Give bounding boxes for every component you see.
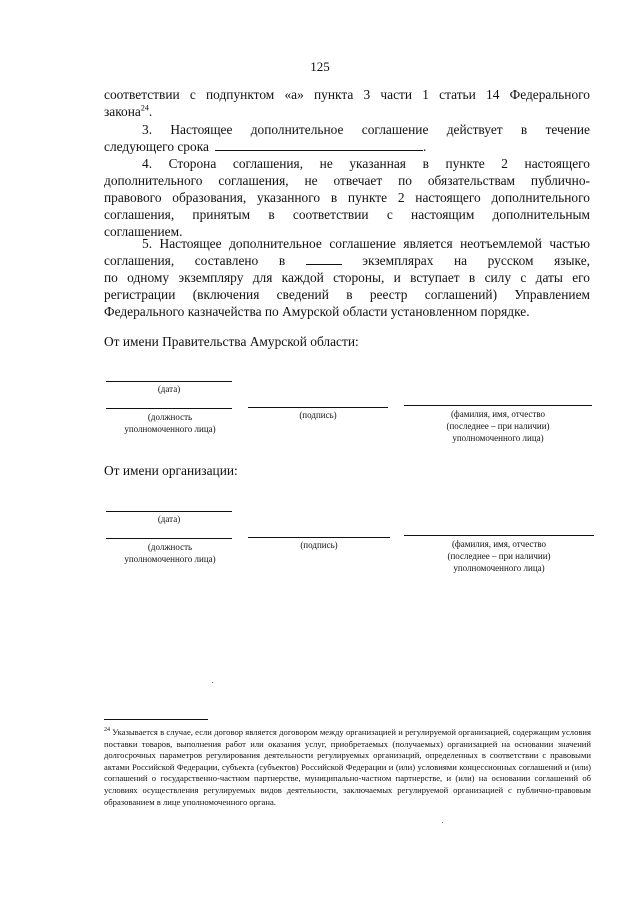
text-line: 3. Настоящее дополнительное соглашение действует в течение — [142, 122, 590, 137]
text-line: соглашением. — [104, 224, 183, 240]
text-line: регистрации (включения сведений в реестр соглашений) Управлением — [104, 287, 590, 303]
footnote-reference: 24 — [140, 103, 149, 113]
signature-line[interactable] — [248, 537, 390, 538]
paragraph-4 — [104, 155, 590, 240]
paragraph-5 — [104, 235, 590, 320]
footnote-mark: 24 — [104, 727, 110, 734]
text-line: по одному экземпляру для каждой стороны, и вступает в силу с даты его — [104, 270, 590, 286]
term-blank-line[interactable] — [215, 139, 423, 151]
text-fragment: следующего срока — [104, 139, 209, 155]
scan-speck — [212, 682, 213, 683]
text-line — [104, 138, 590, 155]
footnote — [104, 727, 591, 808]
copies-blank-line[interactable] — [306, 253, 342, 265]
signature-heading: От имени Правительства Амурской области: — [104, 334, 359, 349]
text-line: 5. Настоящее дополнительное соглашение является неотъемлемой частью — [142, 236, 590, 251]
signature-line[interactable] — [248, 407, 388, 408]
full-name-label: (фамилия, имя, отчество (последнее – при наличии) уполномоченного лица) — [446, 409, 550, 443]
text-line — [104, 103, 590, 120]
text-fragment: закона — [104, 104, 141, 120]
signature-label: (подпись) — [300, 540, 338, 550]
position-label: (должность уполномоченного лица) — [124, 542, 216, 564]
text-line: соглашения, принятым в соответствии с настоящим дополнительным — [104, 207, 590, 223]
date-label: (дата) — [157, 384, 181, 394]
text-line: правового образования, указанного в пункте 2 настоящего дополнительного — [104, 190, 590, 206]
text-line: дополнительного соглашения, не отвечает по обязательствам публично- — [104, 173, 590, 189]
text-fragment: соглашения, составлено в — [104, 253, 286, 269]
text-line — [104, 252, 590, 269]
text-fragment: . — [422, 139, 427, 155]
text-line: соответствии с подпунктом «а» пункта 3 части 1 статьи 14 Федерального — [104, 87, 590, 102]
footnote-separator — [104, 719, 208, 720]
text-line: 4. Сторона соглашения, не указанная в пункте 2 настоящего — [142, 156, 590, 171]
text-line: Федерального казначейства по Амурской области установленном порядке. — [104, 304, 530, 320]
paragraph-3 — [104, 121, 590, 155]
text-fragment: . — [148, 104, 153, 120]
text-fragment: экземплярах на русском языке, — [362, 253, 590, 269]
position-line[interactable] — [106, 538, 232, 539]
signature-label: (подпись) — [299, 410, 337, 420]
full-name-line[interactable] — [404, 535, 594, 536]
full-name-line[interactable] — [404, 405, 592, 406]
position-label: (должность уполномоченного лица) — [124, 412, 216, 434]
page-number: 125 — [310, 59, 330, 74]
signature-heading: От имени организации: — [104, 463, 238, 478]
date-label: (дата) — [157, 514, 181, 524]
footnote-text: Указывается в случае, если договор является договором между организацией и регулируемой организацией, содержащим условия поставки товаров, выполнения работ или оказания услуг, приобретаемых (получаемых) организацией на основании значений долгосрочных параметров регулирования деятельности регулируемых организаций, определенных в соответствии с правовыми актами Российской Федерации, субъекта (субъектов) Российской Федерации и (или) условиями концессионных соглашений и (или) соглашений о государственно-частном партнерстве, муниципально-частном партнерстве, и (или) на основании соглашений об условиях осуществления регулируемых видов деятельности, заключаемых регулируемой организацией с публично-правовым образованием в лице уполномоченного органа. — [104, 727, 591, 807]
date-line[interactable] — [106, 381, 232, 382]
paragraph-continuation — [104, 86, 590, 120]
position-line[interactable] — [106, 408, 232, 409]
scan-speck — [442, 822, 443, 823]
date-line[interactable] — [106, 511, 232, 512]
full-name-label: (фамилия, имя, отчество (последнее – при наличии) уполномоченного лица) — [447, 539, 551, 573]
